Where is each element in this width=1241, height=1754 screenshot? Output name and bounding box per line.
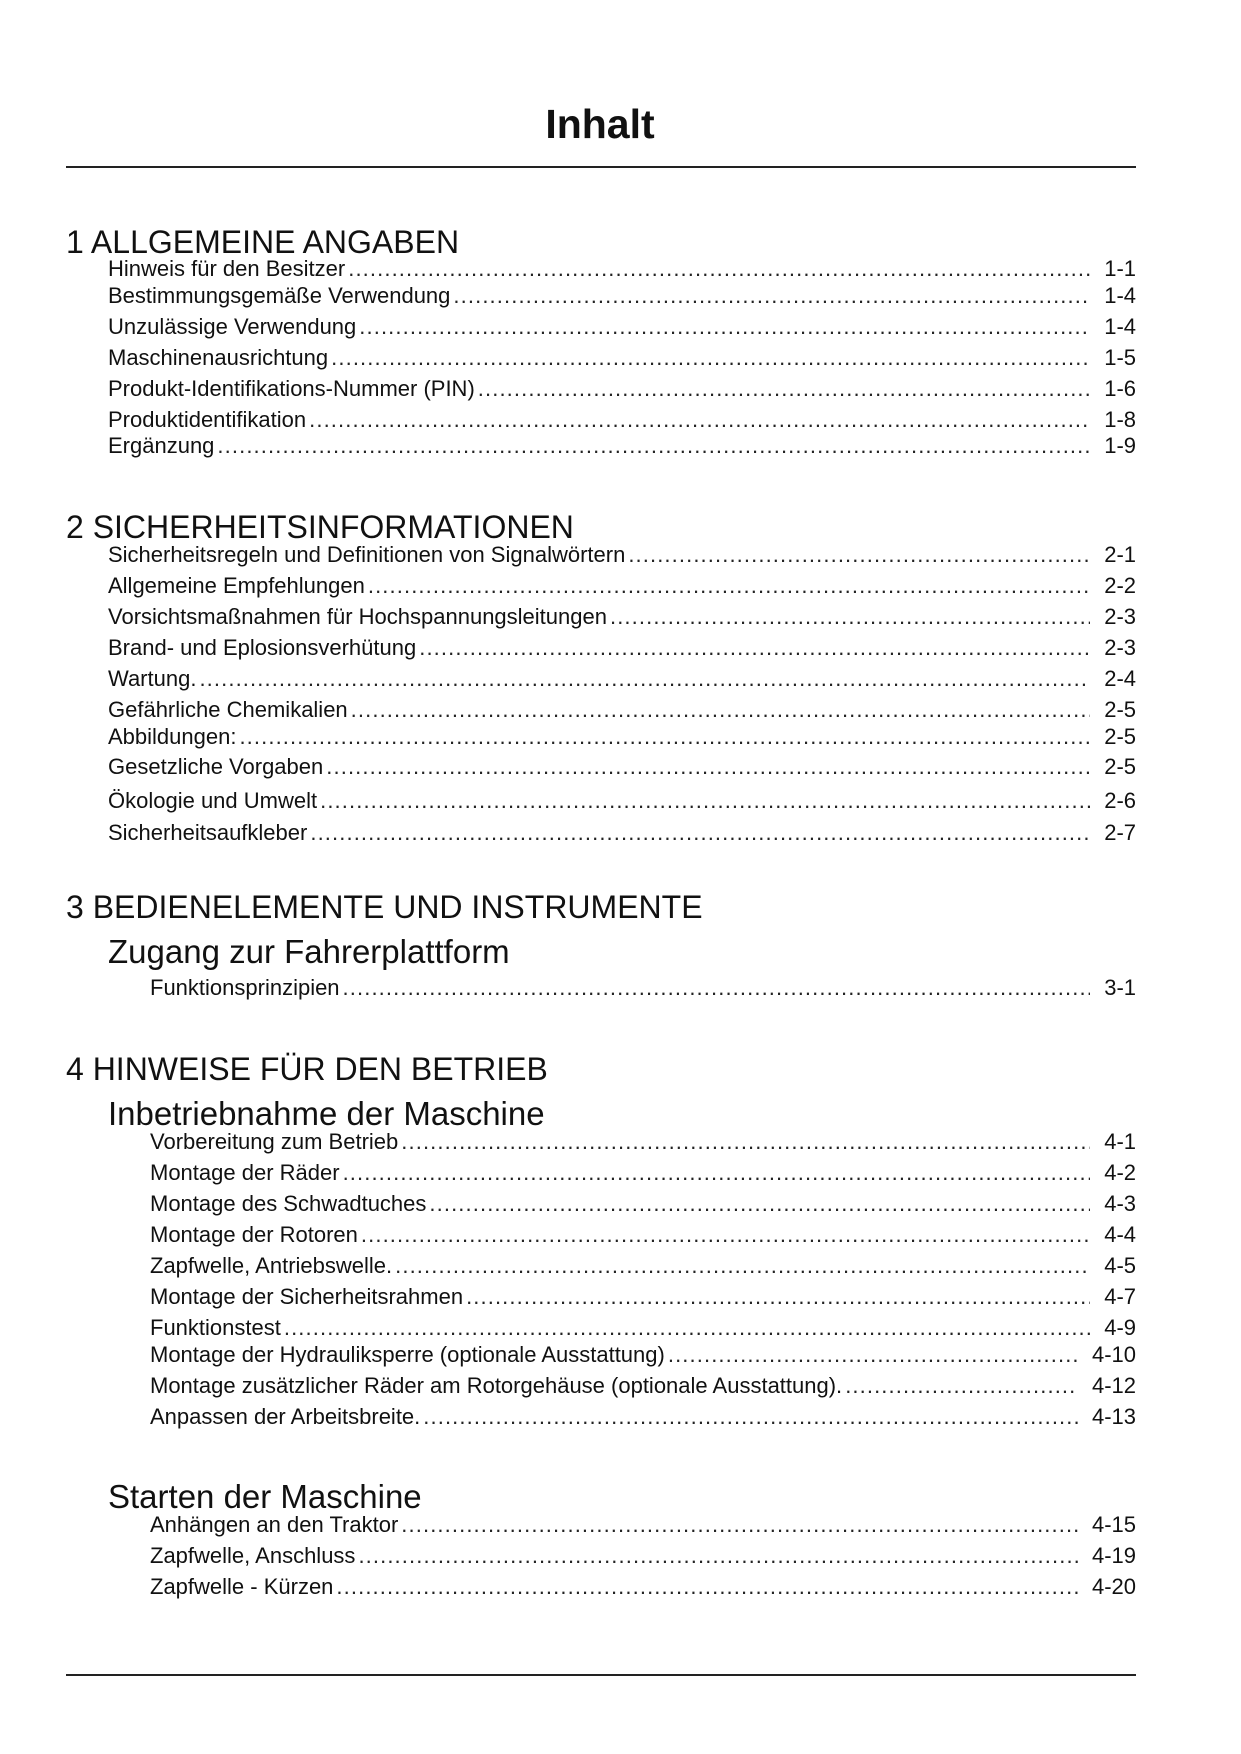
toc-entry-label: Montage des Schwadtuches — [150, 1191, 427, 1216]
toc-entry-label: Vorbereitung zum Betrieb — [150, 1129, 399, 1154]
toc-entry-label: Produkt-Identifikations-Nummer (PIN) — [108, 376, 475, 401]
toc-entry[interactable] — [108, 699, 1136, 721]
toc-entry[interactable] — [108, 378, 1136, 400]
toc-entry-page: 4-3 — [1104, 1191, 1136, 1216]
toc-entry-label: Anpassen der Arbeitsbreite. — [150, 1404, 421, 1429]
toc-entry-page: 2-1 — [1104, 542, 1136, 567]
toc-entry-page: 2-5 — [1104, 697, 1136, 722]
toc-entry[interactable] — [108, 285, 1136, 307]
chapter-heading-2: 2 SICHERHEITSINFORMATIONEN — [66, 509, 574, 545]
toc-entry-page: 4-20 — [1091, 1574, 1136, 1599]
toc-entry-label: Ergänzung — [108, 433, 215, 458]
toc-entry-page: 4-10 — [1091, 1342, 1136, 1367]
toc-entry[interactable] — [108, 575, 1136, 597]
toc-entry-page: 4-19 — [1091, 1543, 1136, 1568]
toc-entry-page: 2-2 — [1104, 573, 1136, 598]
toc-entry-label: Vorsichtsmaßnahmen für Hochspannungsleitungen — [108, 604, 607, 629]
toc-entry[interactable] — [150, 1344, 1136, 1366]
dot-leader — [309, 409, 1090, 431]
toc-entry[interactable] — [108, 790, 1136, 812]
toc-entry-page: 4-13 — [1091, 1404, 1136, 1429]
toc-entry-label: Maschinenausrichtung — [108, 345, 329, 370]
dot-leader — [628, 544, 1090, 566]
toc-entry-page: 2-7 — [1104, 820, 1136, 845]
toc-entry[interactable] — [108, 435, 1136, 457]
dot-leader — [395, 1255, 1090, 1277]
chapter-heading-1: 1 ALLGEMEINE ANGABEN — [66, 224, 460, 260]
toc-entry-label: Produktidentifikation — [108, 407, 307, 432]
toc-entry[interactable] — [108, 544, 1136, 566]
toc-entry[interactable] — [150, 1406, 1136, 1428]
toc-entry[interactable] — [150, 1317, 1136, 1339]
toc-entry-label: Montage der Rotoren — [150, 1222, 358, 1247]
dot-leader — [336, 1576, 1078, 1598]
dot-leader — [343, 1162, 1091, 1184]
dot-leader — [310, 822, 1090, 844]
toc-entry-label: Montage der Räder — [150, 1160, 340, 1185]
toc-entry[interactable] — [150, 1514, 1136, 1536]
toc-entry-label: Abbildungen: — [108, 724, 237, 749]
toc-entry-page: 4-12 — [1091, 1373, 1136, 1398]
toc-entry-label: Sicherheitsaufkleber — [108, 820, 308, 845]
dot-leader — [429, 1193, 1090, 1215]
dot-leader — [668, 1344, 1078, 1366]
toc-entry[interactable] — [108, 756, 1136, 778]
section-heading: Starten der Maschine — [108, 1478, 422, 1515]
toc-entry-page: 4-4 — [1104, 1222, 1136, 1247]
dot-leader — [419, 637, 1090, 659]
toc-entry-page: 2-3 — [1104, 604, 1136, 629]
toc-entry-label: Montage zusätzlicher Räder am Rotorgehäuse (optionale Ausstattung). — [150, 1373, 843, 1398]
dot-leader — [320, 790, 1090, 812]
chapter-heading-4: 4 HINWEISE FÜR DEN BETRIEB — [66, 1051, 548, 1087]
toc-entry-page: 4-5 — [1104, 1253, 1136, 1278]
toc-entry-label: Anhängen an den Traktor — [150, 1512, 399, 1537]
toc-entry-label: Funktionsprinzipien — [150, 975, 340, 1000]
dot-leader — [326, 756, 1090, 778]
dot-leader — [359, 316, 1090, 338]
toc-entry-label: Sicherheitsregeln und Definitionen von Signalwörtern — [108, 542, 626, 567]
toc-entry-page: 2-4 — [1104, 666, 1136, 691]
toc-entry[interactable] — [150, 1375, 1136, 1397]
toc-entry-label: Gefährliche Chemikalien — [108, 697, 348, 722]
dot-leader — [423, 1406, 1078, 1428]
toc-entry-label: Zapfwelle, Antriebswelle. — [150, 1253, 393, 1278]
dot-leader — [845, 1375, 1078, 1397]
bottom-divider — [66, 1674, 1136, 1676]
toc-entry-page: 2-3 — [1104, 635, 1136, 660]
toc-entry-page: 1-6 — [1104, 376, 1136, 401]
toc-entry[interactable] — [150, 1255, 1136, 1277]
toc-entry[interactable] — [108, 822, 1136, 844]
dot-leader — [361, 1224, 1090, 1246]
toc-entry-page: 4-7 — [1104, 1284, 1136, 1309]
dot-leader — [351, 699, 1091, 721]
toc-entry[interactable] — [108, 409, 1136, 431]
dot-leader — [368, 575, 1090, 597]
toc-entry-label: Zapfwelle - Kürzen — [150, 1574, 334, 1599]
toc-entry-page: 3-1 — [1104, 975, 1136, 1000]
dot-leader — [401, 1131, 1090, 1153]
toc-entry-label: Bestimmungsgemäße Verwendung — [108, 283, 451, 308]
dot-leader — [331, 347, 1090, 369]
dot-leader — [401, 1514, 1078, 1536]
dot-leader — [217, 435, 1090, 457]
toc-entry-label: Allgemeine Empfehlungen — [108, 573, 365, 598]
toc-entry-page: 4-9 — [1104, 1315, 1136, 1340]
toc-entry-label: Montage der Hydrauliksperre (optionale Ausstattung) — [150, 1342, 665, 1367]
toc-entry[interactable] — [108, 347, 1136, 369]
toc-entry-label: Ökologie und Umwelt — [108, 788, 318, 813]
dot-leader — [478, 378, 1090, 400]
dot-leader — [358, 1545, 1078, 1567]
toc-entry[interactable] — [150, 1545, 1136, 1567]
toc-entry[interactable] — [150, 1162, 1136, 1184]
toc-entry-page: 4-2 — [1104, 1160, 1136, 1185]
toc-entry-page: 1-9 — [1104, 433, 1136, 458]
toc-entry[interactable] — [150, 1193, 1136, 1215]
dot-leader — [466, 1286, 1090, 1308]
toc-entry-page: 1-4 — [1104, 314, 1136, 339]
dot-leader — [284, 1317, 1090, 1339]
toc-entry-page: 4-15 — [1091, 1512, 1136, 1537]
toc-entry[interactable] — [150, 977, 1136, 999]
toc-entry-page: 2-6 — [1104, 788, 1136, 813]
toc-entry[interactable] — [150, 1224, 1136, 1246]
toc-entry[interactable] — [108, 316, 1136, 338]
toc-entry-page: 1-1 — [1104, 256, 1136, 281]
toc-entry-page: 2-5 — [1104, 754, 1136, 779]
toc-entry[interactable] — [108, 726, 1136, 748]
toc-entry-page: 2-5 — [1104, 724, 1136, 749]
section-heading: Zugang zur Fahrerplattform — [108, 933, 510, 970]
toc-entry-label: Hinweis für den Besitzer — [108, 256, 346, 281]
toc-entry-label: Gesetzliche Vorgaben — [108, 754, 324, 779]
toc-entry-label: Unzulässige Verwendung — [108, 314, 357, 339]
toc-entry[interactable] — [150, 1131, 1136, 1153]
toc-entry-page: 1-5 — [1104, 345, 1136, 370]
page-title: Inhalt — [545, 101, 655, 147]
toc-entry[interactable] — [108, 637, 1136, 659]
toc-entry[interactable] — [150, 1576, 1136, 1598]
dot-leader — [343, 977, 1091, 999]
dot-leader — [199, 668, 1090, 690]
toc-entry-label: Zapfwelle, Anschluss — [150, 1543, 356, 1568]
toc-entry[interactable] — [150, 1286, 1136, 1308]
dot-leader — [239, 726, 1090, 748]
toc-entry-page: 1-4 — [1104, 283, 1136, 308]
toc-entry-label: Brand- und Eplosionsverhütung — [108, 635, 417, 660]
dot-leader — [610, 606, 1090, 628]
dot-leader — [453, 285, 1090, 307]
toc-entry-page: 1-8 — [1104, 407, 1136, 432]
top-divider — [66, 166, 1136, 168]
toc-entry-label: Funktionstest — [150, 1315, 281, 1340]
toc-entry[interactable] — [108, 258, 1136, 280]
section-heading: Inbetriebnahme der Maschine — [108, 1095, 545, 1132]
toc-entry-page: 4-1 — [1104, 1129, 1136, 1154]
toc-entry[interactable] — [108, 668, 1136, 690]
toc-entry-label: Wartung. — [108, 666, 197, 691]
toc-entry-label: Montage der Sicherheitsrahmen — [150, 1284, 464, 1309]
toc-entry[interactable] — [108, 606, 1136, 628]
dot-leader — [348, 258, 1090, 280]
chapter-heading-3: 3 BEDIENELEMENTE UND INSTRUMENTE — [66, 889, 703, 925]
